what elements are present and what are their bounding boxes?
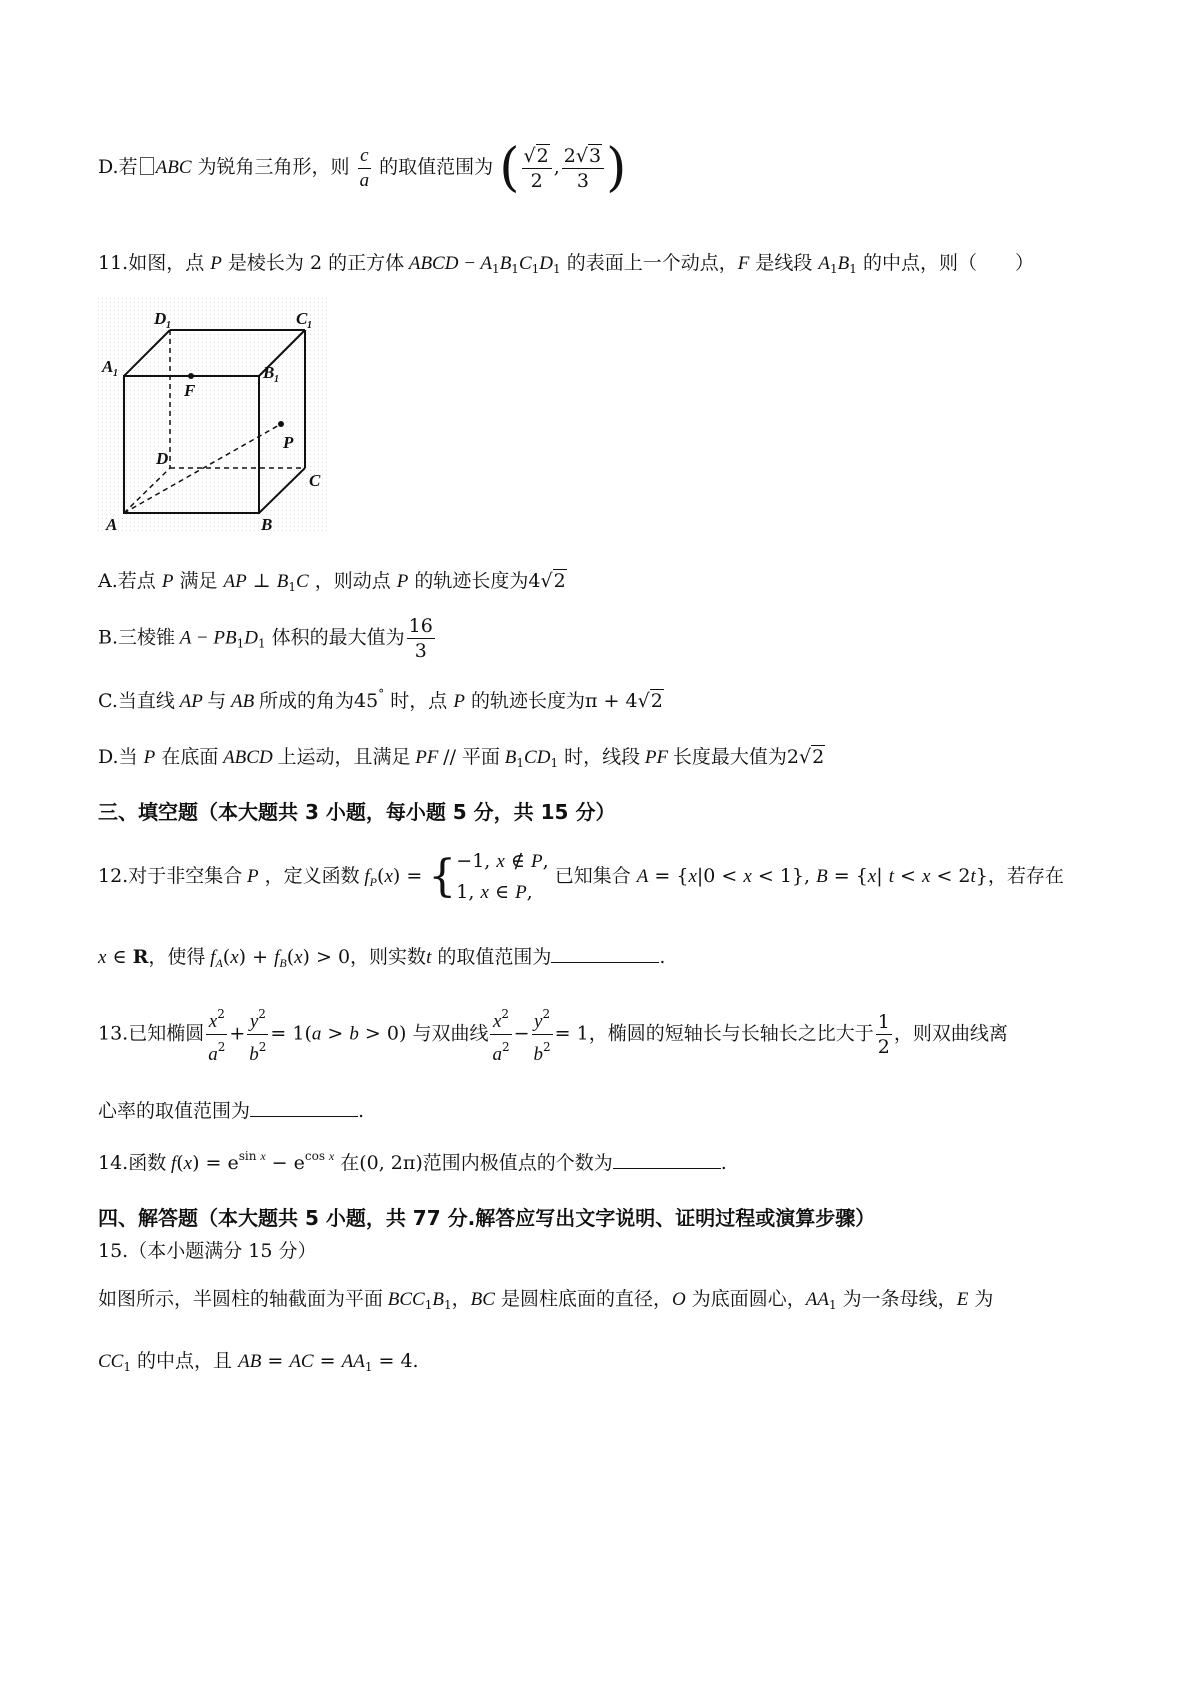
q13-line1: 13.已知椭圆 $\frac{x^2}{a^2}$ + $\frac{y^2}{b^2}$ = 1(a > b > 0) 与双曲线 $\frac{x^2}{a^2}$ − $\frac{y^2}{b^2}$ = 1，椭圆的短轴长与长轴长之比大于 $\frac{1}{2}$ ，则双曲线离: [98, 1002, 1008, 1067]
label-d: D: [156, 449, 169, 468]
label-b1: B: [263, 363, 275, 382]
label-f: F: [184, 381, 196, 400]
q13-b: 与双曲线: [412, 1022, 489, 1045]
label-b1-sub: 1: [274, 374, 279, 385]
figure-background: [98, 298, 330, 534]
q10-d-mid: 为锐角三角形，则: [197, 156, 350, 178]
q12-a: 12.对于非空集合: [98, 865, 243, 887]
q12-line2: x ∈ R，使得 $f_A(x) + f_B(x) > 0$，则实数t 的取值范围为 .: [98, 946, 666, 970]
q10-d-suffix: 的取值范围为: [379, 156, 494, 178]
label-c1: C: [296, 309, 308, 328]
q11-d-mid1: 在底面: [161, 746, 219, 768]
label-a1-sub: 1: [113, 368, 118, 379]
q11-option-b: B.三棱锥 $A - PB_1D_1$ 体积的最大值为 $\frac{16}{3}$: [98, 615, 433, 662]
q11-c-mid2: 所成的角为: [259, 690, 355, 712]
q14-end: .: [720, 1152, 727, 1174]
q11-c-mid1: 与: [207, 690, 227, 712]
label-c: C: [309, 471, 321, 490]
q15-e: 为: [974, 1288, 994, 1310]
q12-g: 的取值范围为: [437, 946, 552, 968]
q15-f: 的中点，且: [137, 1350, 233, 1372]
label-b: B: [261, 515, 273, 534]
q11-b-prefix: B.三棱锥: [98, 626, 176, 649]
q11-c-prefix: C.当直线: [98, 690, 175, 712]
q11-stem-d: 是线段: [755, 252, 813, 274]
point-f: [188, 373, 194, 379]
label-p: P: [283, 433, 294, 452]
q15-b: 是圆柱底面的直径，: [500, 1288, 672, 1310]
q13-c: ，椭圆的短轴长与长轴长之比大于: [588, 1022, 874, 1045]
q14-a: 14.函数: [98, 1152, 167, 1174]
q13-answer-blank[interactable]: [250, 1098, 358, 1117]
q11-stem-b: 是棱长为 2 的正方体: [227, 252, 405, 274]
label-d1: D: [154, 309, 167, 328]
q11-option-d: D.当 P 在底面 ABCD 上运动，且满足 PF // 平面 $B_1CD_1$ 时，线段 PF 长度最大值为2√2: [98, 746, 825, 770]
q12-f: ，则实数: [350, 946, 427, 968]
q12-end: .: [659, 946, 666, 968]
q13-e: 心率的取值范围为: [98, 1100, 251, 1122]
q11-stem: 11.如图，点 P 是棱长为 2 的正方体 ABCD − $A_1B_1C_1D_1$ 的表面上一个动点，F 是线段 $A_1B_1$ 的中点，则（ ）: [98, 252, 1034, 276]
label-a1: A: [102, 357, 114, 376]
section4-title: 四、解答题（本大题共 5 小题，共 77 分.解答应写出文字说明、证明过程或演算步骤）: [98, 1206, 876, 1230]
cube-figure: [98, 298, 330, 534]
q11-a-mid3: 的轨迹长度为: [414, 570, 529, 592]
section3-title: 三、填空题（本大题共 3 小题，每小题 5 分，共 15 分）: [98, 800, 616, 824]
q13-end: .: [358, 1100, 365, 1122]
q11-d-mid4: 时，线段: [564, 746, 641, 768]
q11-stem-a: 11.如图，点: [98, 252, 205, 274]
q15-line2: $CC_1$ 的中点，且 AB = AC = $AA_1 = 4$.: [98, 1350, 419, 1374]
label-a: A: [106, 515, 118, 534]
q14-c: 范围内极值点的个数为: [422, 1152, 613, 1174]
q15-title: 15.（本小题满分 15 分）: [98, 1240, 317, 1262]
q10-option-d: D.若 ABC 为锐角三角形，则 $\frac{c}{a}$ 的取值范围为 ( $\frac{√2}{2}$ , $\frac{2√3}{3}$ ): [98, 138, 627, 198]
q11-b-mid: 体积的最大值为: [271, 626, 405, 649]
q11-d-mid2: 上运动，且满足: [277, 746, 411, 768]
q10-d-prefix: D.若: [98, 156, 138, 178]
q12-b: ，定义函数: [264, 865, 360, 887]
q11-d-prefix: D.当: [98, 746, 138, 768]
label-d1-sub: 1: [166, 320, 171, 331]
q11-c-mid4: 的轨迹长度为: [470, 690, 585, 712]
q15-line1: 如图所示，半圆柱的轴截面为平面 $BCC_1B_1$，BC 是圆柱底面的直径，O 为底面圆心，$AA_1$ 为一条母线，E 为: [98, 1288, 994, 1312]
q11-stem-e: 的中点，则（ ）: [862, 252, 1034, 274]
q15-a: 如图所示，半圆柱的轴截面为平面: [98, 1288, 384, 1310]
q11-option-c: C.当直线 AP 与 AB 所成的角为45° 时，点 P 的轨迹长度为π + 4√2: [98, 687, 663, 712]
q13-line2: [98, 1096, 364, 1123]
q11-a-mid2: ，则动点: [314, 570, 391, 592]
label-c1-sub: 1: [307, 320, 312, 331]
q12-c: 已知集合: [554, 865, 631, 887]
q12-answer-blank[interactable]: [551, 944, 659, 963]
q12-e: ，使得: [148, 946, 206, 968]
q14-line: 14.函数 $f(x) = e^{sin x} - e^{cos x}$ 在(0, 2π)范围内极值点的个数为 .: [98, 1149, 727, 1174]
q14-b: 在: [340, 1152, 360, 1174]
q11-a-mid1: 满足: [179, 570, 218, 592]
q15-d: 为一条母线，: [842, 1288, 957, 1310]
q11-c-mid3: 时，点: [390, 690, 448, 712]
q15-c: 为底面圆心，: [691, 1288, 806, 1310]
q11-option-a: A.若点 P 满足 AP ⊥ $B_1C$ ，则动点 P 的轨迹长度为4√2: [98, 570, 566, 594]
q11-d-mid5: 长度最大值为: [672, 746, 787, 768]
point-p: [278, 421, 284, 427]
q14-answer-blank[interactable]: [613, 1150, 721, 1169]
q11-stem-c: 的表面上一个动点，: [566, 252, 738, 274]
q13-d: ，则双曲线离: [893, 1022, 1008, 1045]
q11-d-mid3: 平面: [462, 746, 501, 768]
q11-a-prefix: A.若点: [98, 570, 156, 592]
q12-d: ，若存在: [987, 865, 1064, 887]
q13-a: 13.已知椭圆: [98, 1022, 205, 1045]
q12-line1: 12.对于非空集合 P ，定义函数 $f_P(x)$ = { −1, x ∉ P, 1, x ∈ P, 已知集合 A = {x|0 < x < 1}, B = {x| t < x < 2t}，若存在: [98, 850, 1064, 903]
